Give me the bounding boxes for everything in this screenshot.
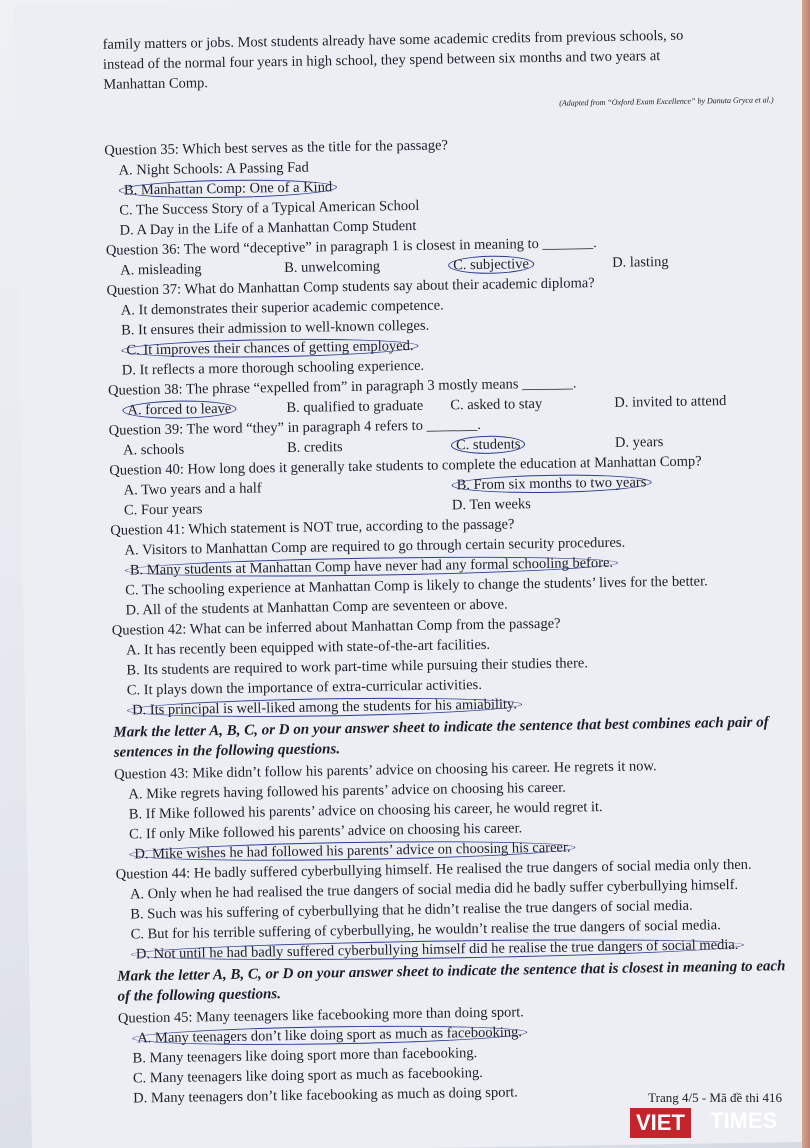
- q45-option-d: D. Many teenagers don’t like facebooking as much as doing sport.: [133, 1084, 519, 1107]
- instruction-closest-meaning: Mark the letter A, B, C, or D on your answer sheet to indicate the sentence that is closest in meaning to each of the following questions.: [117, 958, 786, 1005]
- intro-line-1: family matters or jobs. Most students already have some academic credits from previous schools, so: [102, 27, 684, 53]
- q39-answer-circle: C. students: [451, 435, 526, 454]
- q43-option-b: B. If Mike followed his parents’ advice on choosing his career, he would regret it.: [128, 799, 603, 823]
- question-36-stem: Question 36: The word “deceptive” in paragraph 1 is closest in meaning to _______.: [105, 235, 597, 259]
- exam-content: [103, 24, 790, 1108]
- q36-option-c: [448, 253, 612, 276]
- q39-option-b: B. credits: [286, 439, 343, 456]
- q44-option-a: A. Only when he had realised the true dangers of social media did he badly suffer cyberbullying himself.: [129, 876, 739, 903]
- q37-answer-circle: C. It improves their chances of getting employed.: [121, 337, 418, 360]
- q36-option-a: A. misleading: [120, 261, 202, 279]
- question-38-stem: Question 38: The phrase “expelled from” in paragraph 3 mostly means _______.: [107, 375, 577, 399]
- exam-paper: [14, 0, 810, 1148]
- q45-answer-circle: A. Many teenagers don’t like doing sport as much as facebooking.: [132, 1023, 527, 1047]
- q36-option-b: B. unwelcoming: [284, 258, 381, 276]
- q37-option-d: D. It reflects a more thorough schooling experience.: [121, 357, 425, 379]
- q45-option-b: B. Many teenagers like doing sport more than facebooking.: [132, 1045, 478, 1067]
- question-35-stem: Question 35: Which best serves as the title for the passage?: [104, 137, 449, 159]
- q41-option-c: C. The schooling experience at Manhattan Comp is likely to change the students’ lives for the better.: [125, 573, 708, 599]
- q40-answer-circle: B. From six months to two years: [451, 473, 651, 494]
- q44-option-c: C. But for his terrible suffering of cyberbullying, he wouldn’t realise the true dangers of social media.: [130, 917, 721, 943]
- q43-option-a: A. Mike regrets having followed his parents’ advice on choosing his career.: [128, 779, 566, 803]
- q38-option-d: D. invited to attend: [614, 393, 727, 411]
- instruction-combine: Mark the letter A, B, C, or D on your answer sheet to indicate the sentence that best combines each pair of sentences in the following questions.: [113, 714, 769, 761]
- q37-option-a: A. It demonstrates their superior academic competence.: [120, 297, 444, 319]
- q44-answer-circle: D. Not until he had badly suffered cyberbullying himself did he realise the true dangers of social media.: [131, 936, 744, 964]
- q45-option-c: C. Many teenagers like doing sport as much as facebooking.: [132, 1064, 483, 1087]
- question-44-stem: Question 44: He badly suffered cyberbullying himself. He realised the true dangers of social media only then.: [115, 856, 752, 883]
- question-43-stem: Question 43: Mike didn’t follow his parents’ advice on choosing his career. He regrets it now.: [114, 758, 657, 783]
- q41-option-d: D. All of the students at Manhattan Comp are seventeen or above.: [125, 596, 508, 619]
- q41-answer-circle: B. Many students at Manhattan Comp have never had any formal schooling before.: [125, 554, 618, 580]
- q41-option-a: A. Visitors to Manhattan Comp are required to go through certain security procedures.: [124, 534, 626, 559]
- q43-option-c: C. If only Mike followed his parents’ advice on choosing his career.: [128, 820, 523, 843]
- q43-answer-circle: D. Mike wishes he had followed his parents’ advice on choosing his career.: [129, 838, 575, 863]
- q40-option-d: D. Ten weeks: [451, 496, 531, 514]
- q42-option-b: B. Its students are required to work part-time while pursuing their studies there.: [126, 655, 589, 679]
- question-40-stem: Question 40: How long does it generally take students to complete the education at Manhattan Comp?: [109, 453, 702, 479]
- q37-option-b: B. It ensures their admission to well-known colleges.: [121, 317, 430, 339]
- q44-option-b: B. Such was his suffering of cyberbullying that he didn’t realise the true dangers of social media.: [130, 897, 693, 923]
- q35-option-d: D. A Day in the Life of a Manhattan Comp Student: [119, 217, 417, 239]
- q39-option-c: [451, 433, 615, 456]
- q40-option-a: A. Two years and a half: [123, 480, 262, 499]
- question-37-stem: Question 37: What do Manhattan Comp students say about their academic diploma?: [106, 275, 595, 299]
- q35-answer-circle: B. Manhattan Comp: One of a Kind: [119, 178, 337, 199]
- page-edge: [802, 0, 810, 1148]
- question-39-stem: Question 39: The word “they” in paragraph 4 refers to _______.: [108, 416, 482, 439]
- q36-answer-circle: C. subjective: [448, 255, 534, 274]
- intro-line-2: instead of the normal four years in high school, they spend between six months and two years at: [102, 48, 661, 73]
- q42-answer-circle: D. Its principal is well-liked among the students for his amiability.: [127, 695, 522, 719]
- q36-option-d: D. lasting: [612, 253, 669, 271]
- question-45-stem: Question 45: Many teenagers like facebooking more than doing sport.: [117, 1004, 524, 1027]
- q40-option-c: C. Four years: [123, 501, 203, 519]
- question-41-stem: Question 41: Which statement is NOT true, according to the passage?: [110, 516, 515, 539]
- q38-option-a: [122, 398, 286, 421]
- viettimes-logo: [630, 1102, 800, 1142]
- q42-option-c: C. It plays down the importance of extra-curricular activities.: [126, 676, 483, 699]
- logo-viet: VIET: [630, 1108, 691, 1138]
- q35-option-c: C. The Success Story of a Typical American School: [119, 197, 420, 219]
- page-footer: Trang 4/5 - Mã đề thi 416: [648, 1090, 782, 1105]
- q39-option-a: A. schools: [122, 441, 185, 459]
- q42-option-a: A. It has recently been equipped with state-of-the-art facilities.: [126, 636, 491, 659]
- q38-answer-circle: A. forced to leave: [122, 400, 236, 420]
- source-citation: (Adapted from “Oxford Exam Excellence” by Danuta Gryca et al.): [559, 95, 774, 108]
- q39-option-d: D. years: [614, 434, 664, 451]
- q38-option-b: B. qualified to graduate: [286, 397, 424, 416]
- question-42-stem: Question 42: What can be inferred about Manhattan Comp from the passage?: [111, 615, 561, 639]
- q35-option-a: A. Night Schools: A Passing Fad: [118, 159, 309, 179]
- q38-option-c: C. asked to stay: [450, 395, 543, 414]
- logo-times: TIMES: [710, 1108, 778, 1133]
- intro-line-3: Manhattan Comp.: [103, 75, 209, 93]
